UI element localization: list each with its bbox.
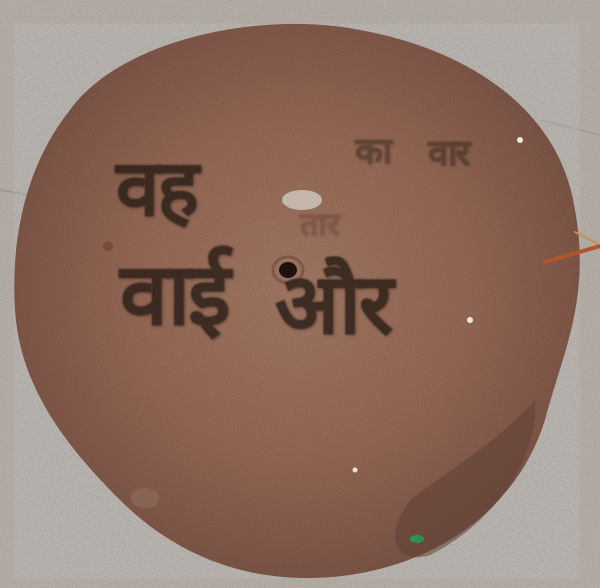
word-top-left: वह bbox=[116, 144, 197, 234]
pebble bbox=[353, 468, 358, 473]
word-faint-center: तार bbox=[300, 205, 340, 243]
word-bottom-left: वाई bbox=[120, 245, 229, 345]
pebble bbox=[517, 137, 523, 143]
leaf-fleck bbox=[410, 535, 424, 543]
word-small-top-2: वार bbox=[428, 133, 469, 174]
word-small-top-1: का bbox=[355, 131, 390, 172]
pebble bbox=[467, 317, 473, 323]
pebble bbox=[131, 488, 159, 508]
pebble bbox=[103, 241, 113, 251]
word-bottom-right: और bbox=[275, 255, 392, 353]
